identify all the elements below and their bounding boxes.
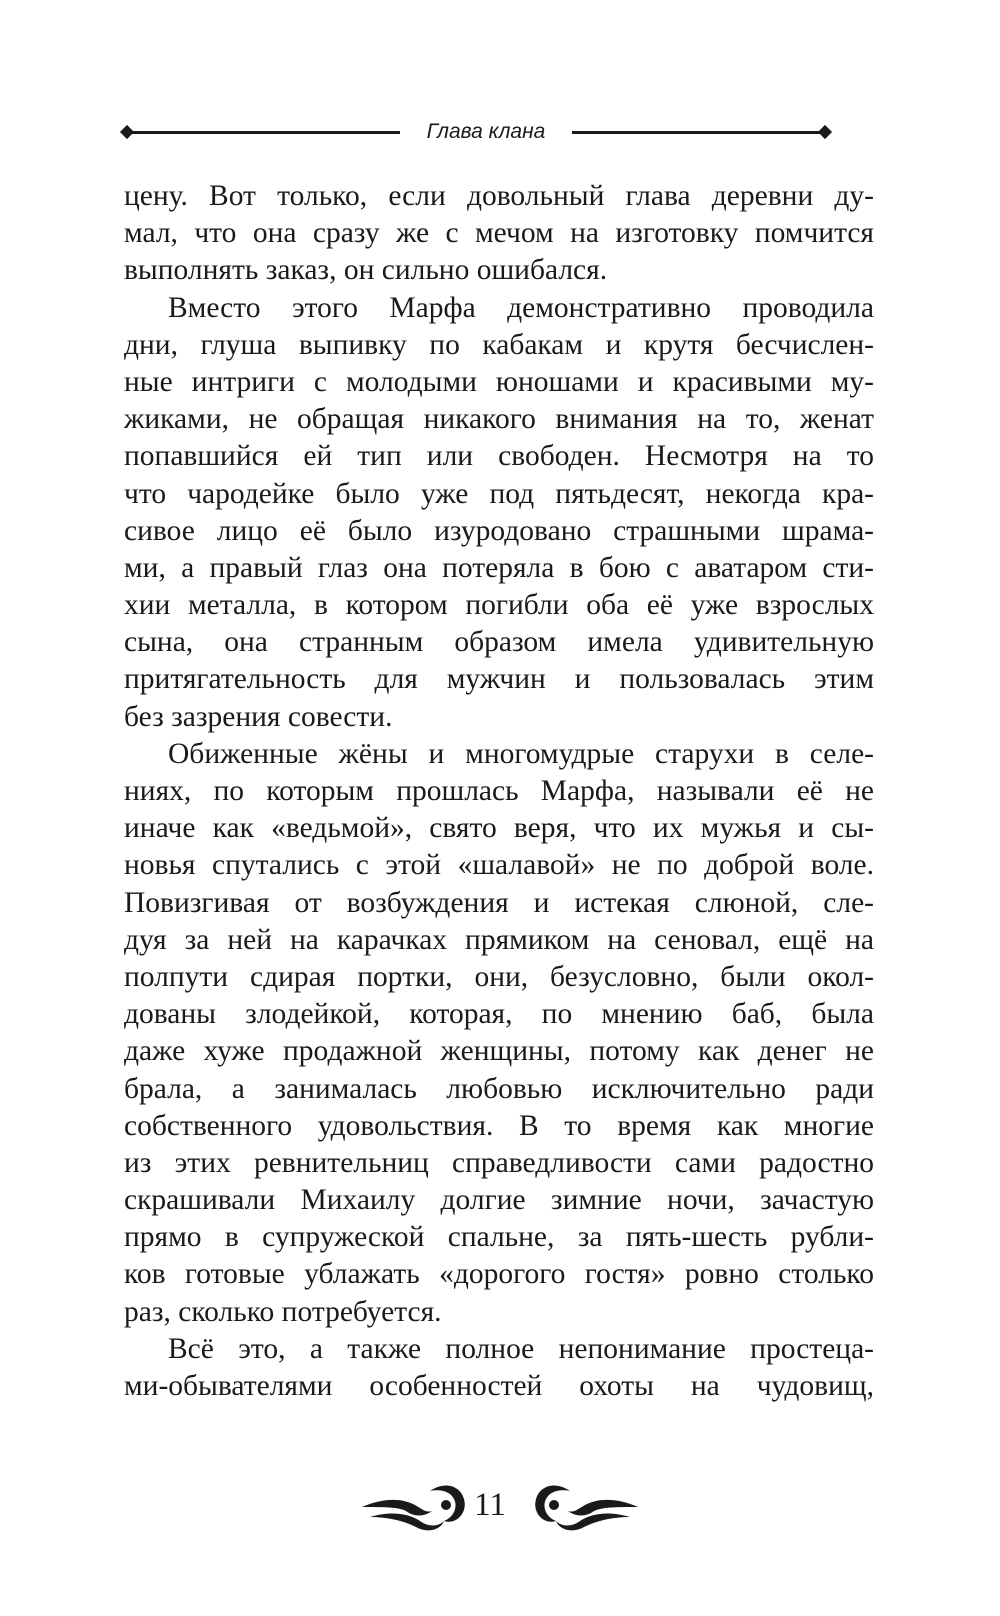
text-line: мал, что она сразу же с мечом на изготовку помчится xyxy=(124,217,874,250)
text-line: даже хуже продажной женщины, потому как денег не xyxy=(124,1035,874,1068)
text-line: новья спутались с этой «шалавой» не по доброй воле. xyxy=(124,849,874,882)
text-line: выполнять заказ, он сильно ошибался. xyxy=(124,254,608,287)
chapter-title: Глава клана xyxy=(426,120,546,143)
text-line: дни, глуша выпивку по кабакам и крутя бесчислен- xyxy=(124,328,874,361)
text-line: собственного удовольствия. В то время как многие xyxy=(124,1109,874,1142)
text-line: Вместо этого Марфа демонстративно проводила xyxy=(168,291,874,324)
text-line: попавшийся ей тип или свободен. Несмотря на то xyxy=(124,440,874,473)
text-line: из этих ревнительниц справедливости сами радостно xyxy=(124,1146,874,1179)
paragraph xyxy=(124,736,874,1331)
text-line: хии металла, в котором погибли оба её уже взрослых xyxy=(124,589,874,622)
text-line: дованы злодейкой, которая, по мнению баб, была xyxy=(124,998,874,1031)
text-line: что чародейке было уже под пятьдесят, некогда кра- xyxy=(124,477,874,510)
text-line: полпути сдирая портки, они, безусловно, были окол- xyxy=(124,960,874,993)
text-line: ниях, по которым прошлась Марфа, называли её не xyxy=(124,775,874,807)
body-text xyxy=(124,178,874,1405)
text-line: ми-обывателями особенностей охоты на чудовищ, xyxy=(124,1370,874,1402)
text-line: раз, сколько потребуется. xyxy=(124,1295,442,1328)
text-line: иначе как «ведьмой», свято веря, что их мужья и сы- xyxy=(124,812,874,845)
text-line: притягательность для мужчин и пользовалась этим xyxy=(124,663,874,696)
text-line: ные интриги с молодыми юношами и красивыми му- xyxy=(124,365,874,398)
paragraph xyxy=(124,178,874,290)
text-line: Всё это, а также полное непонимание простеца- xyxy=(168,1332,874,1365)
text-line: прямо в супружеской спальне, за пять-шесть рубли- xyxy=(124,1221,874,1254)
text-line: сына, она странным образом имела удивительную xyxy=(124,626,874,659)
page-number: 11 xyxy=(474,1487,506,1523)
scroll-ornament-icon xyxy=(520,1477,640,1537)
text-line: скрашивали Михаилу долгие зимние ночи, зачастую xyxy=(124,1184,874,1217)
text-line: брала, а занималась любовью исключительно ради xyxy=(124,1072,874,1105)
text-line: Обиженные жёны и многомудрые старухи в селе- xyxy=(168,737,874,770)
page-footer xyxy=(360,1477,640,1537)
text-line: ков готовые ублажать «дорогого гостя» ровно столько xyxy=(124,1258,874,1291)
text-line: Повизгивая от возбуждения и истекая слюной, сле- xyxy=(124,886,874,919)
header-rule-left xyxy=(128,131,400,134)
diamond-ornament-icon xyxy=(818,125,832,139)
text-line: ми, а правый глаз она потеряла в бою с аватаром сти- xyxy=(124,551,874,584)
text-line: цену. Вот только, если довольный глава деревни ду- xyxy=(124,180,874,212)
running-head xyxy=(120,117,875,147)
paragraph xyxy=(124,1331,874,1405)
text-line: без зазрения совести. xyxy=(124,700,393,733)
header-rule-right xyxy=(572,131,820,134)
text-line: дуя за ней на карачках прямиком на сеновал, ещё на xyxy=(124,923,874,956)
text-line: жиками, не обращая никакого внимания на то, женат xyxy=(124,403,874,436)
text-line: сивое лицо её было изуродовано страшными шрама- xyxy=(124,514,874,547)
paragraph xyxy=(124,290,874,736)
